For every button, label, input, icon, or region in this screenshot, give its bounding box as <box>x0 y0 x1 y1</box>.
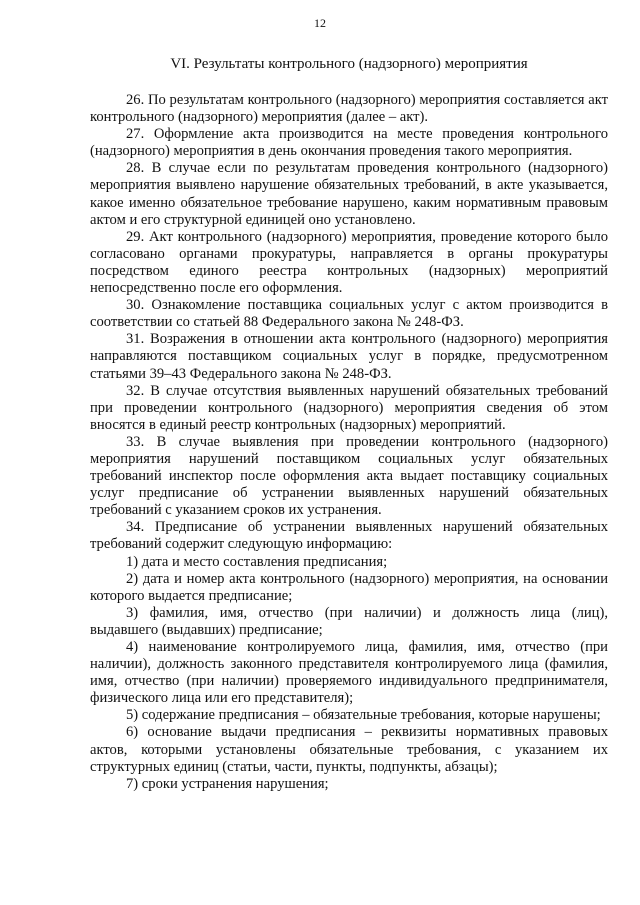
list-item-3: 3) фамилия, имя, отчество (при наличии) и должность лица (лиц), выдавшего (выдавших) предписание; <box>90 604 608 638</box>
paragraph-27: 27. Оформление акта производится на месте проведения контрольного (надзорного) мероприятия в день окончания проведения такого мероприятия. <box>90 126 608 160</box>
list-item-7: 7) сроки устранения нарушения; <box>126 775 329 792</box>
list-item-6: 6) основание выдачи предписания – реквизиты нормативных правовых актов, которыми установлены обязательные требования, с указанием их структурных единиц (статьи, части, пункты, подпункты, абзацы); <box>90 724 608 775</box>
document-body <box>90 92 608 793</box>
list-item-4: 4) наименование контролируемого лица, фамилия, имя, отчество (при наличии), должность законного представителя контролируемого лица (фамилия, имя, отчество (при наличии) проверяемого индивидуального предпринимателя, физического лица или его представителя); <box>90 639 608 707</box>
page-number: 12 <box>314 16 326 30</box>
paragraph-32: 32. В случае отсутствия выявленных нарушений обязательных требований при проведении контрольного (надзорного) мероприятия сведения об этом вносятся в единый реестр контрольных (надзорных) мероприятий. <box>90 382 608 433</box>
paragraph-26: 26. По результатам контрольного (надзорного) мероприятия составляется акт контрольного (надзорного) мероприятия (далее – акт). <box>90 92 608 126</box>
list-item-5: 5) содержание предписания – обязательные требования, которые нарушены; <box>126 707 601 724</box>
paragraph-28: 28. В случае если по результатам проведения контрольного (надзорного) мероприятия выявлено нарушение обязательных требований, в акте указывается, какое именно обязательное требование нарушено, каким нормативным правовым актом и его структурной единицей оно установлено. <box>90 160 608 228</box>
list-item-1: 1) дата и место составления предписания; <box>126 553 388 570</box>
paragraph-31: 31. Возражения в отношении акта контрольного (надзорного) мероприятия направляются поставщиком социальных услуг в порядке, предусмотренном статьями 39–43 Федерального закона № 248-ФЗ. <box>90 331 608 382</box>
section-title: VI. Результаты контрольного (надзорного) мероприятия <box>170 56 528 72</box>
list-item-2: 2) дата и номер акта контрольного (надзорного) мероприятия, на основании которого выдается предписание; <box>90 570 608 604</box>
paragraph-34: 34. Предписание об устранении выявленных нарушений обязательных требований содержит следующую информацию: <box>90 519 608 553</box>
paragraph-30: 30. Ознакомление поставщика социальных услуг с актом производится в соответствии со статьей 88 Федерального закона № 248-ФЗ. <box>90 297 608 331</box>
paragraph-33: 33. В случае выявления при проведении контрольного (надзорного) мероприятия нарушений поставщиком социальных услуг обязательных требований инспектор после оформления акта выдает поставщику социальных услуг предписание об устранении выявленных нарушений обязательных требований с указанием сроков их устранения. <box>90 433 608 519</box>
paragraph-29: 29. Акт контрольного (надзорного) мероприятия, проведение которого было согласовано органами прокуратуры, направляется в органы прокуратуры посредством единого реестра контрольных (надзорных) мероприятий непосредственно после его оформления. <box>90 228 608 297</box>
